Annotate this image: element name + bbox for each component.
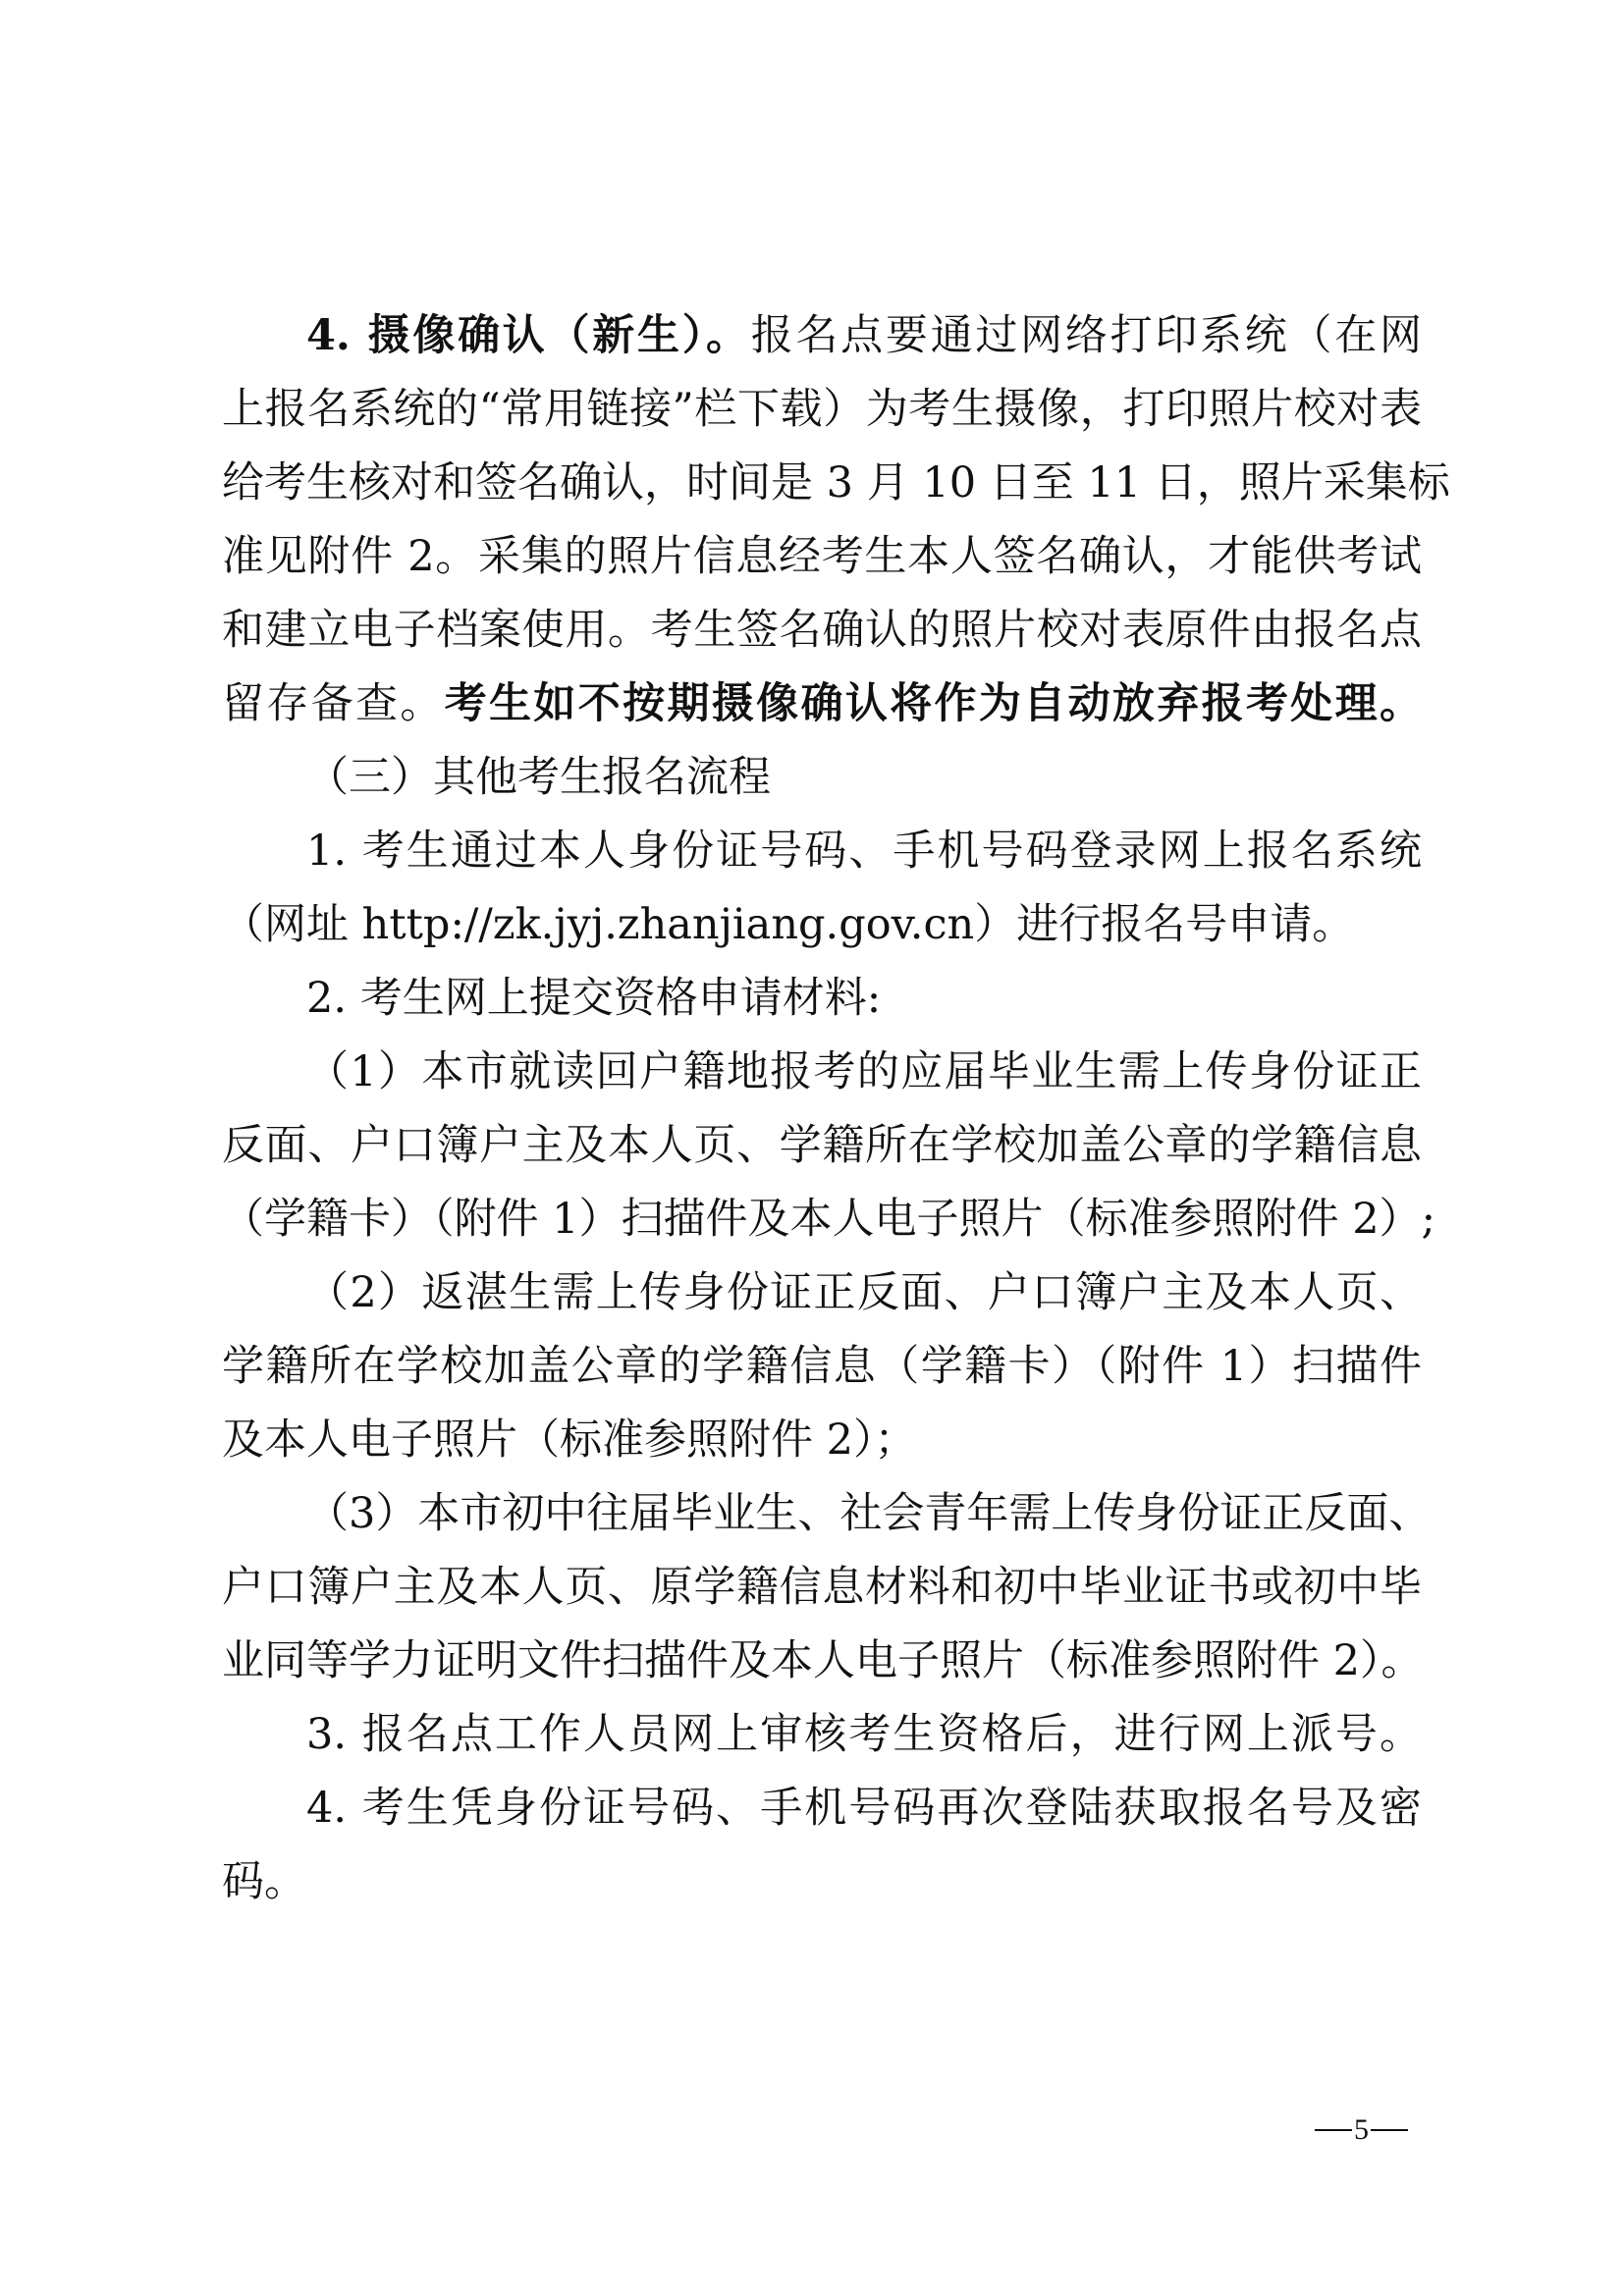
item-1-line-3: （学籍卡）（附件 1）扫描件及本人电子照片（标准参照附件 2）;: [222, 1195, 1436, 1244]
step-4-line-1: 4. 考生凭身份证号码、手机号码再次登陆获取报名号及密: [306, 1784, 1422, 1833]
section-4-text-end: 留存备查。: [222, 679, 445, 728]
section-3-title: （三）其他考生报名流程: [306, 753, 771, 802]
page-number: [1313, 2110, 1410, 2150]
section-4-text: 报名点要通过网络打印系统（在网: [750, 311, 1422, 360]
dash-right: [1371, 2129, 1408, 2131]
item-3-line-3: 业同等学力证明文件扫描件及本人电子照片（标准参照附件 2）。: [222, 1636, 1424, 1685]
section-4-line-5: 和建立电子档案使用。考生签名确认的照片校对表原件由报名点: [222, 606, 1422, 655]
step-4-line-2: 码。: [222, 1857, 306, 1906]
section-4-line-2: 上报名系统的“常用链接”栏下载）为考生摄像，打印照片校对表: [222, 385, 1422, 434]
section-4-line-4: 准见附件 2。采集的照片信息经考生本人签名确认，才能供考试: [222, 532, 1422, 581]
step-1-line-2: （网址 http://zk.jyj.zhanjiang.gov.cn）进行报名号申请。: [222, 900, 1355, 949]
section-4-emphasis: 考生如不按期摄像确认将作为自动放弃报考处理。: [444, 679, 1423, 728]
step-2: 2. 考生网上提交资格申请材料:: [306, 974, 882, 1023]
step-1-line-1: 1. 考生通过本人身份证号码、手机号码登录网上报名系统: [306, 827, 1422, 876]
section-4-heading: 4. 摄像确认（新生）。: [306, 311, 751, 360]
item-2-line-1: （2）返湛生需上传身份证正反面、户口簿户主及本人页、: [306, 1268, 1422, 1317]
section-4-line-6: [222, 674, 1422, 733]
dash-left: [1315, 2129, 1352, 2131]
step-3: 3. 报名点工作人员网上审核考生资格后，进行网上派号。: [306, 1710, 1422, 1759]
item-1-line-2: 反面、户口簿户主及本人页、学籍所在学校加盖公章的学籍信息: [222, 1121, 1422, 1170]
item-2-line-2: 学籍所在学校加盖公章的学籍信息（学籍卡）（附件 1）扫描件: [222, 1342, 1422, 1391]
item-3-line-1: （3）本市初中往届毕业生、社会青年需上传身份证正反面、: [306, 1489, 1432, 1538]
section-4-line-3: 给考生核对和签名确认，时间是 3 月 10 日至 11 日，照片采集标: [222, 458, 1450, 507]
page-number-value: 5: [1354, 2113, 1369, 2146]
section-4-line-1: [306, 306, 1422, 365]
item-3-line-2: 户口簿户主及本人页、原学籍信息材料和初中毕业证书或初中毕: [222, 1563, 1422, 1612]
item-1-line-1: （1）本市就读回户籍地报考的应届毕业生需上传身份证正: [306, 1047, 1422, 1096]
item-2-line-3: 及本人电子照片（标准参照附件 2）；: [222, 1415, 917, 1465]
